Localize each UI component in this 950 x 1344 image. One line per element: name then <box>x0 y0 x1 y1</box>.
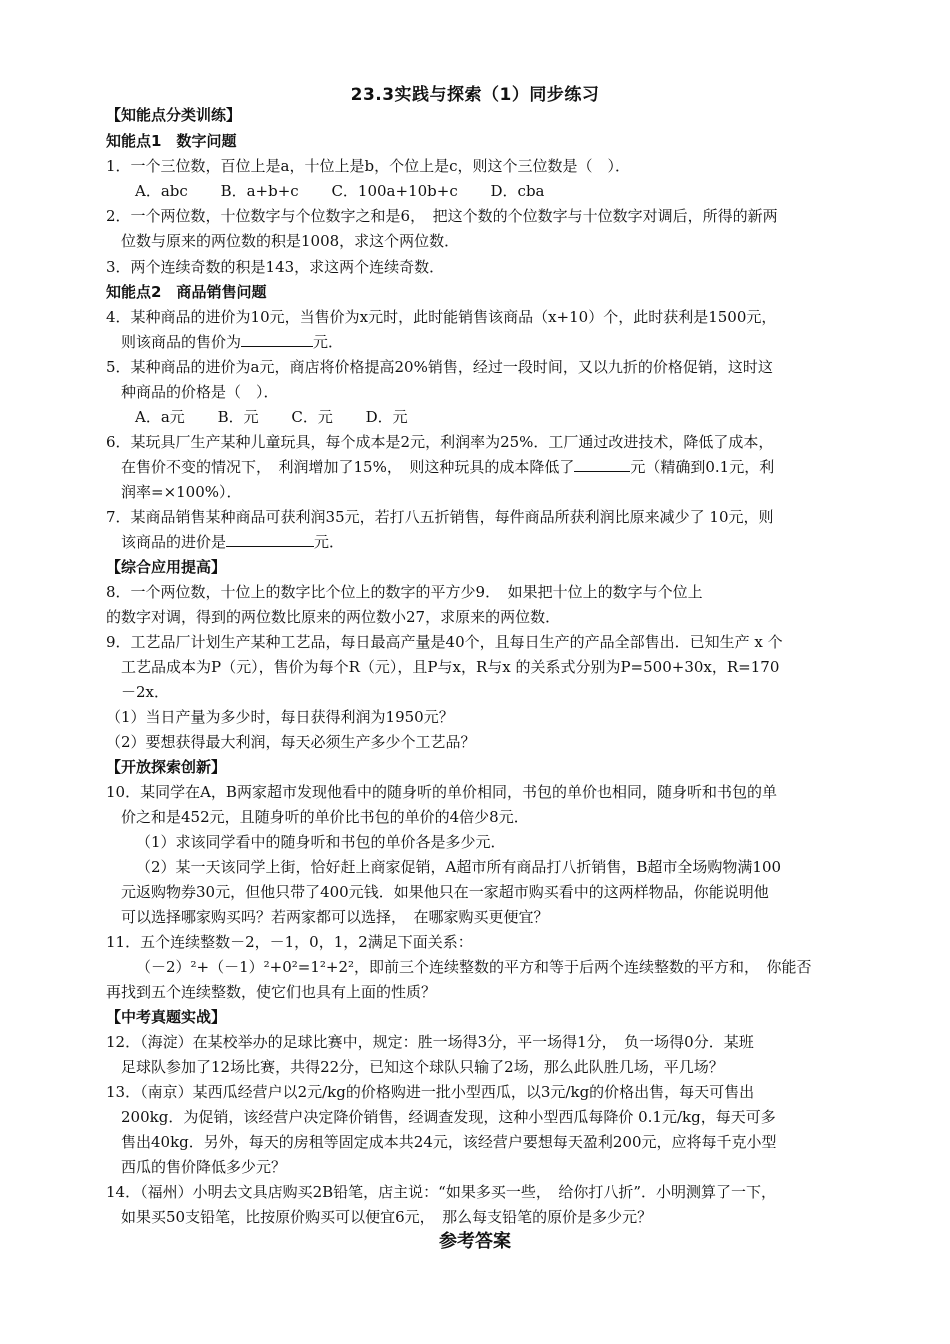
question-1: 1．一个三位数，百位上是a，十位上是b，个位上是c，则这个三位数是（ ）． <box>106 157 630 175</box>
question-5-line-2: 种商品的价格是（ ）． <box>121 383 279 401</box>
question-6-line-1: 6．某玩具厂生产某种儿童玩具，每个成本是2元，利润率为25%．工厂通过改进技术，降低了成本， <box>106 433 774 451</box>
answers-heading: 参考答案 <box>439 1231 511 1252</box>
question-10-line-1: 10．某同学在A，B两家超市发现他看中的随身听的单价相同，书包的单价也相同，随身听和书包的单 <box>106 783 777 801</box>
question-10-part-2-line-1: （2）某一天该同学上街，恰好赶上商家促销，A超市所有商品打八折销售，B超市全场购物满100 <box>136 858 782 876</box>
question-4-line-1: 4．某种商品的进价为10元，当售价为x元时，此时能销售该商品（x+10）个，此时获利是1500元， <box>106 308 777 326</box>
question-12-line-2: 足球队参加了12场比赛，共得22分，已知这个球队只输了2场，那么此队胜几场，平几场？ <box>121 1058 724 1076</box>
question-10-line-2: 价之和是452元，且随身听的单价比书包的单价的4倍少8元． <box>121 808 529 826</box>
option-b: B．元 <box>217 408 259 426</box>
option-b: B．a+b+c <box>220 182 299 200</box>
question-13-line-2: 200kg．为促销，该经营户决定降价销售，经调查发现，这种小型西瓜每降价 0.1元/kg，每天可多 <box>121 1108 776 1126</box>
knowledge-point-2-heading: 知能点2 商品销售问题 <box>106 283 267 301</box>
question-9-line-1: 9．工艺品厂计划生产某种工艺品，每日最高产量是40个，且每日生产的产品全部售出．已知生产 x 个 <box>106 633 783 651</box>
question-7-suffix: 元． <box>314 533 345 551</box>
question-13-line-1: 13．（南京）某西瓜经营户以2元/kg的价格购进一批小型西瓜，以3元/kg的价格出售，每天可售出 <box>106 1083 755 1101</box>
question-12-line-1: 12．（海淀）在某校举办的足球比赛中，规定：胜一场得3分，平一场得1分， 负一场得0分．某班 <box>106 1033 754 1051</box>
answer-blank <box>241 331 313 347</box>
question-14-line-1: 14．（福州）小明去文具店购买2B铅笔，店主说：“如果多买一些， 给你打八折”．小明测算了一下， <box>106 1183 776 1201</box>
question-13-line-3: 售出40kg．另外，每天的房租等固定成本共24元，该经营户要想每天盈利200元，应将每千克小型 <box>121 1133 777 1151</box>
option-a: A．a元 <box>135 408 185 426</box>
question-6-suffix: 元（精确到0.1元，利 <box>630 458 775 476</box>
question-9-part-1: （1）当日产量为多少时，每日获得利润为1950元？ <box>106 708 454 726</box>
option-c: C．元 <box>291 408 333 426</box>
question-7-line-1: 7．某商品销售某种商品可获利润35元，若打八五折销售，每件商品所获利润比原来减少了 10元，则 <box>106 508 774 526</box>
question-3: 3．两个连续奇数的积是143，求这两个连续奇数． <box>106 258 445 276</box>
question-7-line-2 <box>121 531 344 553</box>
question-10-part-2-line-2: 元返购物券30元，但他只带了400元钱．如果他只在一家超市购买看中的这两样物品，你能说明他 <box>121 883 769 901</box>
section-heading-exploration: 【开放探索创新】 <box>106 758 227 776</box>
answer-blank <box>226 531 314 547</box>
question-4-line-2 <box>121 331 343 353</box>
question-13-line-4: 西瓜的售价降低多少元？ <box>121 1158 287 1176</box>
question-6-line-2 <box>121 456 774 478</box>
answer-blank <box>574 456 630 472</box>
question-11-line-2: （－2）²+（－1）²+0²=1²+2²，即前三个连续整数的平方和等于后两个连续整数的平方和， 你能否 <box>136 958 812 976</box>
option-d: D．cba <box>490 182 545 200</box>
question-9-line-2: 工艺品成本为P（元），售价为每个R（元），且P与x，R与x 的关系式分别为P=500+30x，R=170 <box>121 658 780 676</box>
option-d: D．元 <box>365 408 408 426</box>
question-6-prefix: 在售价不变的情况下， 利润增加了15%， 则这种玩具的成本降低了 <box>121 458 575 476</box>
question-11-line-3: 再找到五个连续整数，使它们也具有上面的性质？ <box>106 983 437 1001</box>
option-a: A．abc <box>135 182 188 200</box>
question-5-options <box>135 406 436 428</box>
question-14-line-2: 如果买50支铅笔，比按原价购买可以便宜6元， 那么每支铅笔的原价是多少元？ <box>121 1208 653 1226</box>
question-9-part-2: （2）要想获得最大利润，每天必须生产多少个工艺品？ <box>106 733 476 751</box>
question-1-options <box>135 180 573 202</box>
question-8-line-1: 8．一个两位数，十位上的数字比个位上的数字的平方少9． 如果把十位上的数字与个位上 <box>106 583 703 601</box>
question-10-part-2-line-3: 可以选择哪家购买吗？若两家都可以选择， 在哪家购买更便宜？ <box>121 908 549 926</box>
question-9-line-3: －2x． <box>121 683 170 701</box>
section-heading-exam: 【中考真题实战】 <box>106 1008 227 1026</box>
section-heading-training: 【知能点分类训练】 <box>106 106 242 124</box>
question-2-line-1: 2．一个两位数，十位数字与个位数字之和是6， 把这个数的个位数字与十位数字对调后，所得的新两 <box>106 207 778 225</box>
question-4-suffix: 元． <box>313 333 344 351</box>
question-10-part-1: （1）求该同学看中的随身听和书包的单价各是多少元． <box>136 833 506 851</box>
question-11-line-1: 11．五个连续整数－2，－1，0，1，2满足下面关系： <box>106 933 473 951</box>
question-2-line-2: 位数与原来的两位数的积是1008，求这个两位数． <box>121 232 460 250</box>
page-title: 23.3实践与探索（1）同步练习 <box>350 85 600 105</box>
knowledge-point-1-heading: 知能点1 数字问题 <box>106 132 237 150</box>
question-5-line-1: 5．某种商品的进价为a元，商店将价格提高20%销售，经过一段时间，又以九折的价格促销，这时这 <box>106 358 773 376</box>
option-c: C．100a+10b+c <box>331 182 458 200</box>
question-6-line-3: 润率=×100%）． <box>121 483 242 501</box>
question-7-prefix: 该商品的进价是 <box>121 533 227 551</box>
section-heading-application: 【综合应用提高】 <box>106 558 227 576</box>
question-8-line-2: 的数字对调，得到的两位数比原来的两位数小27，求原来的两位数． <box>106 608 561 626</box>
question-4-prefix: 则该商品的售价为 <box>121 333 242 351</box>
